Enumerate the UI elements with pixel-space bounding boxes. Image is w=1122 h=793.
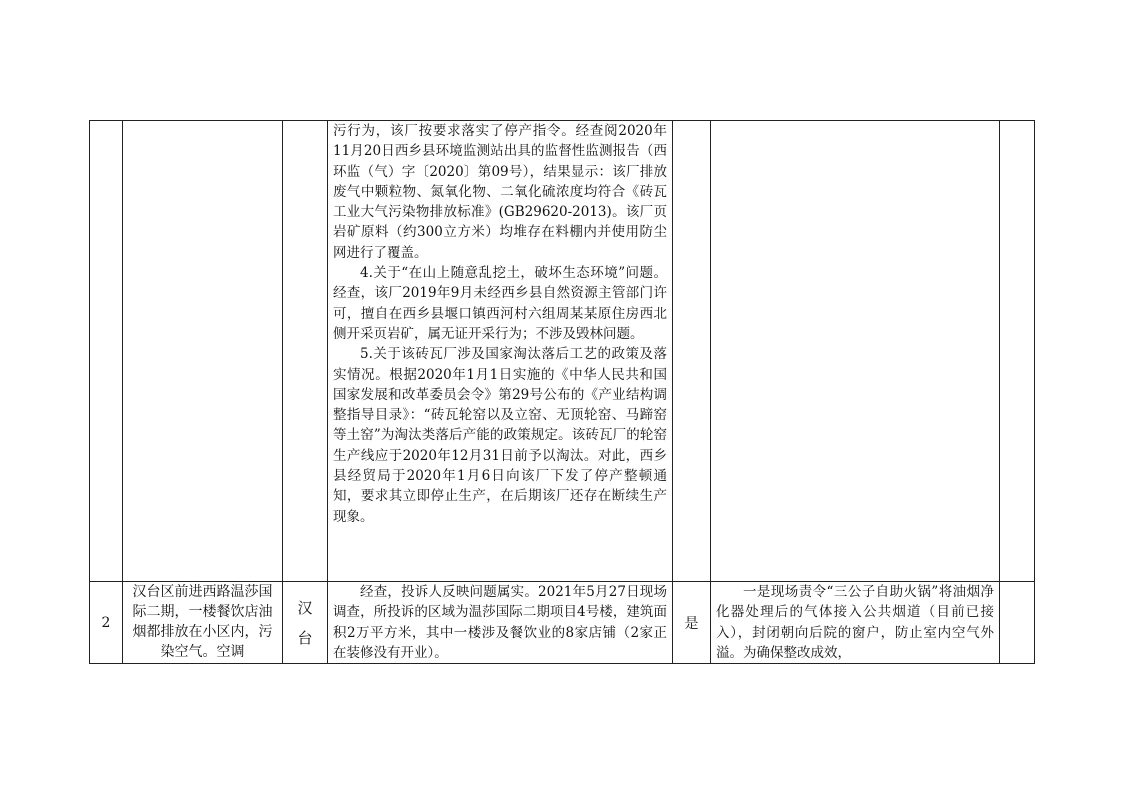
cell-remarks xyxy=(1000,582,1035,664)
cell-serial-number xyxy=(90,582,123,664)
cell-complaint-content xyxy=(123,121,283,582)
investigation-text: 经查，投诉人反映问题属实。2021年5月27日现场调查，所投诉的区域为温莎国际二期项目4号楼，建筑面积2万平方米，其中一楼涉及餐饮业的8家店铺（2家正在装修没有开业）。 xyxy=(333,584,667,661)
cell-verified xyxy=(673,121,711,582)
cell-measures xyxy=(711,121,1000,582)
cell-serial-number xyxy=(90,121,123,582)
cell-investigation-result xyxy=(328,582,673,664)
measures-text: 一是现场责令“三公子自助火锅”将油烟净化器处理后的气体接入公共烟道（目前已接入），封闭朝向后院的窗户，防止室内空气外溢。为确保整改成效， xyxy=(716,584,994,661)
cell-measures xyxy=(711,582,1000,664)
complaint-table xyxy=(89,120,1035,664)
cell-remarks xyxy=(1000,121,1035,582)
cell-district xyxy=(283,582,328,664)
cell-complaint-content xyxy=(123,582,283,664)
serial-number: 2 xyxy=(101,614,111,631)
cell-verified xyxy=(673,582,711,664)
district-name: 汉台 xyxy=(297,598,313,647)
verified-value: 是 xyxy=(684,615,699,632)
table-row xyxy=(90,121,1035,582)
complaint-text: 汉台区前进西路温莎国际二期，一楼餐饮店油烟都排放在小区内，污染空气。空调 xyxy=(132,584,273,660)
investigation-paragraph: 5.关于该砖瓦厂涉及国家淘汰落后工艺的政策及落实情况。根据2020年1月1日实施的《中华人民共和国国家发展和改革委员会令》第29号公布的《产业结构调整指导目录》：“砖瓦轮窑以及立窑、无顶轮窑、马蹄窑等土窑”为淘汰类落后产能的政策规定。该砖瓦厂的轮窑生产线应于2020年12月31日前予以淘汰。对此，西乡县经贸局于2020年1月6日向该厂下发了停产整顿通知，要求其立即停止生产，在后期该厂还存在断续生产现象。 xyxy=(333,346,667,525)
investigation-paragraph: 污行为，该厂按要求落实了停产指令。经查阅2020年11月20日西乡县环境监测站出具的监督性监测报告（西环监（气）字〔2020〕第09号），结果显示：该厂排放废气中颗粒物、氮氧化物、二氧化硫浓度均符合《砖瓦工业大气污染物排放标准》(GB29620-2013)。该厂页岩矿原料（约300立方米）均堆存在料棚内并使用防尘网进行了覆盖。 xyxy=(333,123,667,261)
cell-investigation-result xyxy=(328,121,673,582)
table-row xyxy=(90,582,1035,664)
investigation-paragraph: 4.关于“在山上随意乱挖土，破坏生态环境”问题。经查，该厂2019年9月未经西乡县自然资源主管部门许可，擅自在西乡县堰口镇西河村六组周某某原住房西北侧开采页岩矿，属无证开采行为；不涉及毁林问题。 xyxy=(333,265,667,342)
cell-district xyxy=(283,121,328,582)
